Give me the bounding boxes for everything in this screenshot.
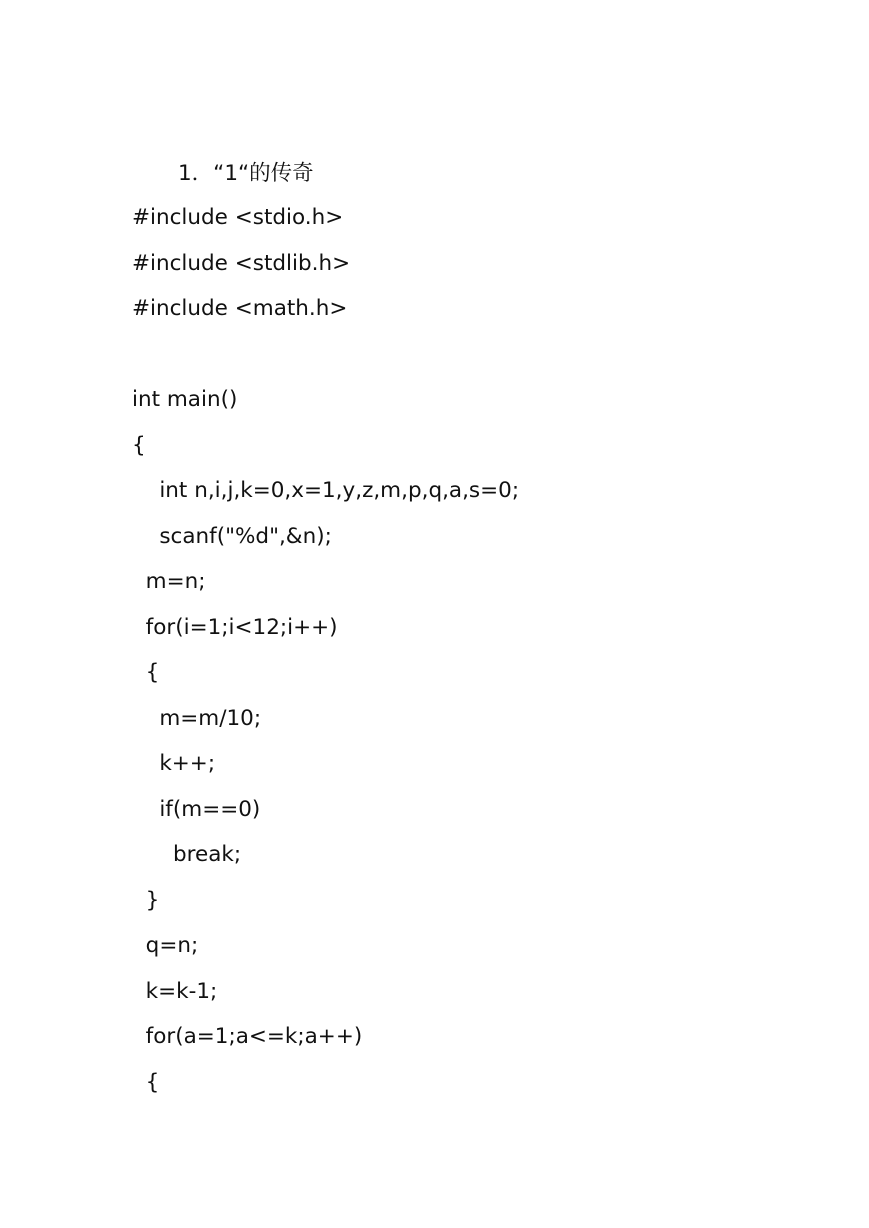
section-heading: 1．“1“的传奇 [178,161,314,186]
code-line: k=k-1; [132,979,218,1004]
code-line: m=n; [132,569,206,594]
code-line: break; [132,842,242,867]
code-line: int main() [132,387,238,412]
code-line: #include <math.h> [132,296,348,321]
code-line: for(i=1;i<12;i++) [132,615,338,640]
code-line: m=m/10; [132,706,262,731]
code-line: { [132,433,146,458]
code-line: #include <stdio.h> [132,205,344,230]
code-line: q=n; [132,933,199,958]
code-line: { [132,1070,160,1095]
code-line: { [132,660,160,685]
code-line: int n,i,j,k=0,x=1,y,z,m,p,q,a,s=0; [132,478,520,503]
code-line: #include <stdlib.h> [132,251,351,276]
code-line: for(a=1;a<=k;a++) [132,1024,363,1049]
code-line: if(m==0) [132,797,261,822]
code-line: } [132,888,160,913]
code-line: scanf("%d",&n); [132,524,332,549]
code-line: k++; [132,751,216,776]
